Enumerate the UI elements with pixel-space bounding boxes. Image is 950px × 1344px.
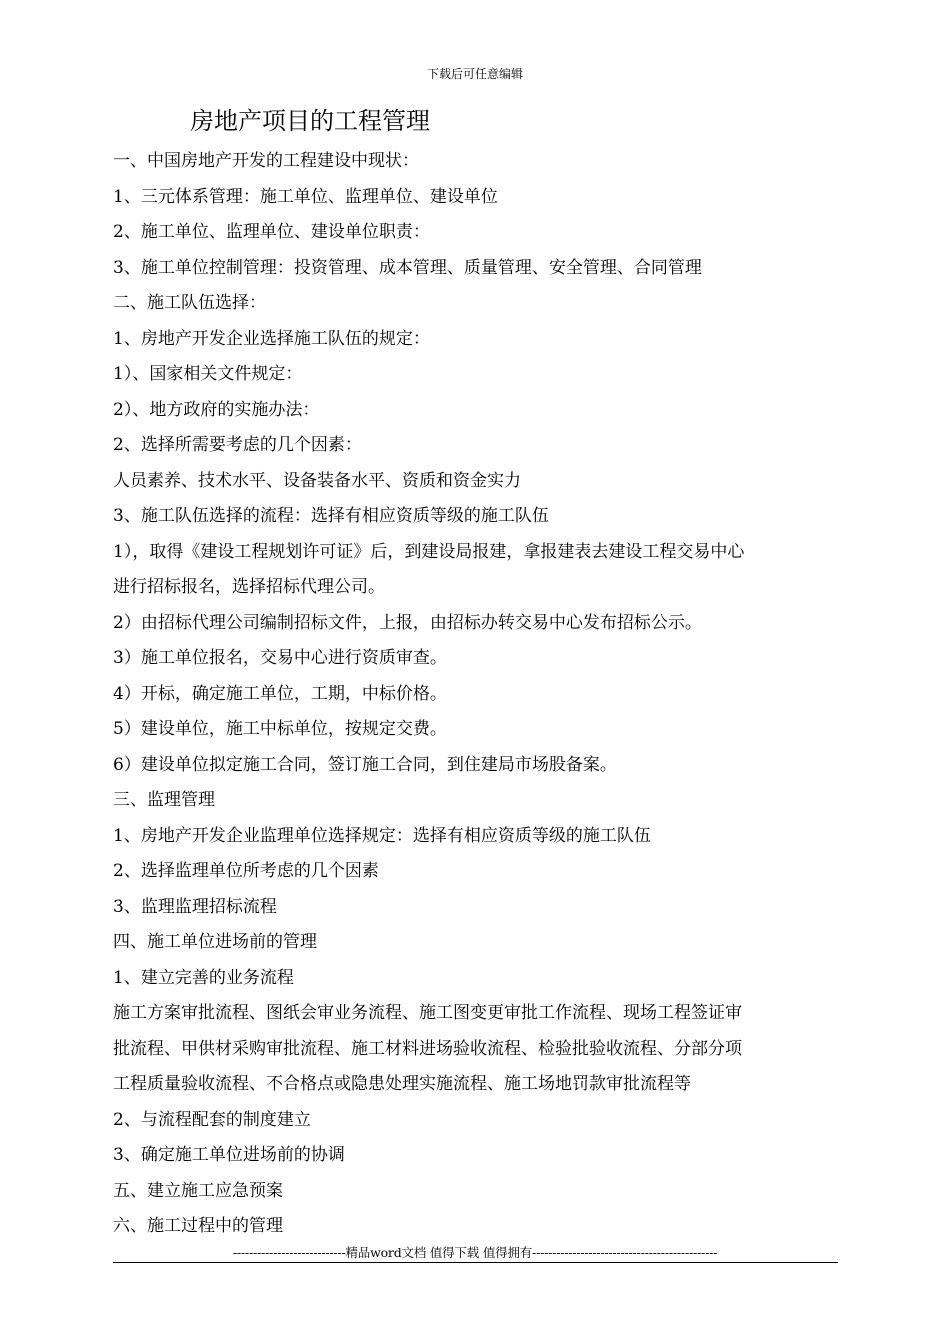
- document-title: 房地产项目的工程管理: [190, 107, 430, 135]
- body-line: 2、选择监理单位所考虑的几个因素: [113, 861, 379, 881]
- body-line: 2）、地方政府的实施办法：: [113, 399, 320, 420]
- body-line: 工程质量验收流程、不合格点或隐患处理实施流程、施工场地罚款审批流程等: [113, 1074, 691, 1094]
- body-line: 人员素养、技术水平、设备装备水平、资质和资金实力: [113, 470, 521, 491]
- page-header-note: 下载后可任意编辑: [426, 67, 523, 81]
- body-line: 进行招标报名，选择招标代理公司。: [113, 577, 385, 597]
- body-line: 3、监理监理招标流程: [113, 896, 277, 917]
- body-line: 四、施工单位进场前的管理: [113, 932, 317, 952]
- body-line: 4）开标，确定施工单位，工期，中标价格。: [113, 683, 447, 704]
- body-line: 1、建立完善的业务流程: [113, 967, 294, 988]
- body-line: 1）、国家相关文件规定：: [113, 364, 303, 384]
- body-line: 5）建设单位，施工中标单位，按规定交费。: [113, 719, 447, 739]
- body-line: 3）施工单位报名，交易中心进行资质审查。: [113, 648, 447, 668]
- document-body: [113, 144, 838, 1245]
- body-line: 施工方案审批流程、图纸会审业务流程、施工图变更审批工作流程、现场工程签证审: [113, 1003, 742, 1023]
- body-line: 1），取得《建设工程规划许可证》后，到建设局报建，拿报建表去建设工程交易中心: [113, 541, 745, 562]
- body-line: 2、与流程配套的制度建立: [113, 1109, 311, 1130]
- body-line: 3、施工队伍选择的流程：选择有相应资质等级的施工队伍: [113, 506, 549, 526]
- body-line: 一、中国房地产开发的工程建设中现状：: [113, 151, 419, 171]
- body-line: 1、房地产开发企业监理单位选择规定：选择有相应资质等级的施工队伍: [113, 825, 651, 846]
- body-line: 2、施工单位、监理单位、建设单位职责：: [113, 222, 430, 242]
- footer-rule: [113, 1262, 838, 1263]
- body-line: 二、施工队伍选择：: [113, 293, 266, 313]
- body-line: 2、选择所需要考虑的几个因素：: [113, 435, 362, 455]
- page-footer-text: ----------------------------精品word文档 值得下载 值得拥有----------------------------------------------: [232, 1245, 718, 1260]
- body-line: 1、房地产开发企业选择施工队伍的规定：: [113, 328, 430, 349]
- body-line: 2）由招标代理公司编制招标文件，上报，由招标办转交易中心发布招标公示。: [113, 612, 702, 633]
- body-line: 6）建设单位拟定施工合同，签订施工合同，到住建局市场股备案。: [113, 754, 617, 775]
- body-line: 五、建立施工应急预案: [113, 1180, 283, 1201]
- body-line: 六、施工过程中的管理: [113, 1216, 283, 1236]
- body-line: 批流程、甲供材采购审批流程、施工材料进场验收流程、检验批验收流程、分部分项: [113, 1038, 742, 1059]
- body-line: 三、监理管理: [113, 790, 215, 810]
- body-line: 1、三元体系管理：施工单位、监理单位、建设单位: [113, 186, 498, 207]
- body-line: 3、施工单位控制管理：投资管理、成本管理、质量管理、安全管理、合同管理: [113, 257, 702, 278]
- body-line: 3、确定施工单位进场前的协调: [113, 1145, 345, 1165]
